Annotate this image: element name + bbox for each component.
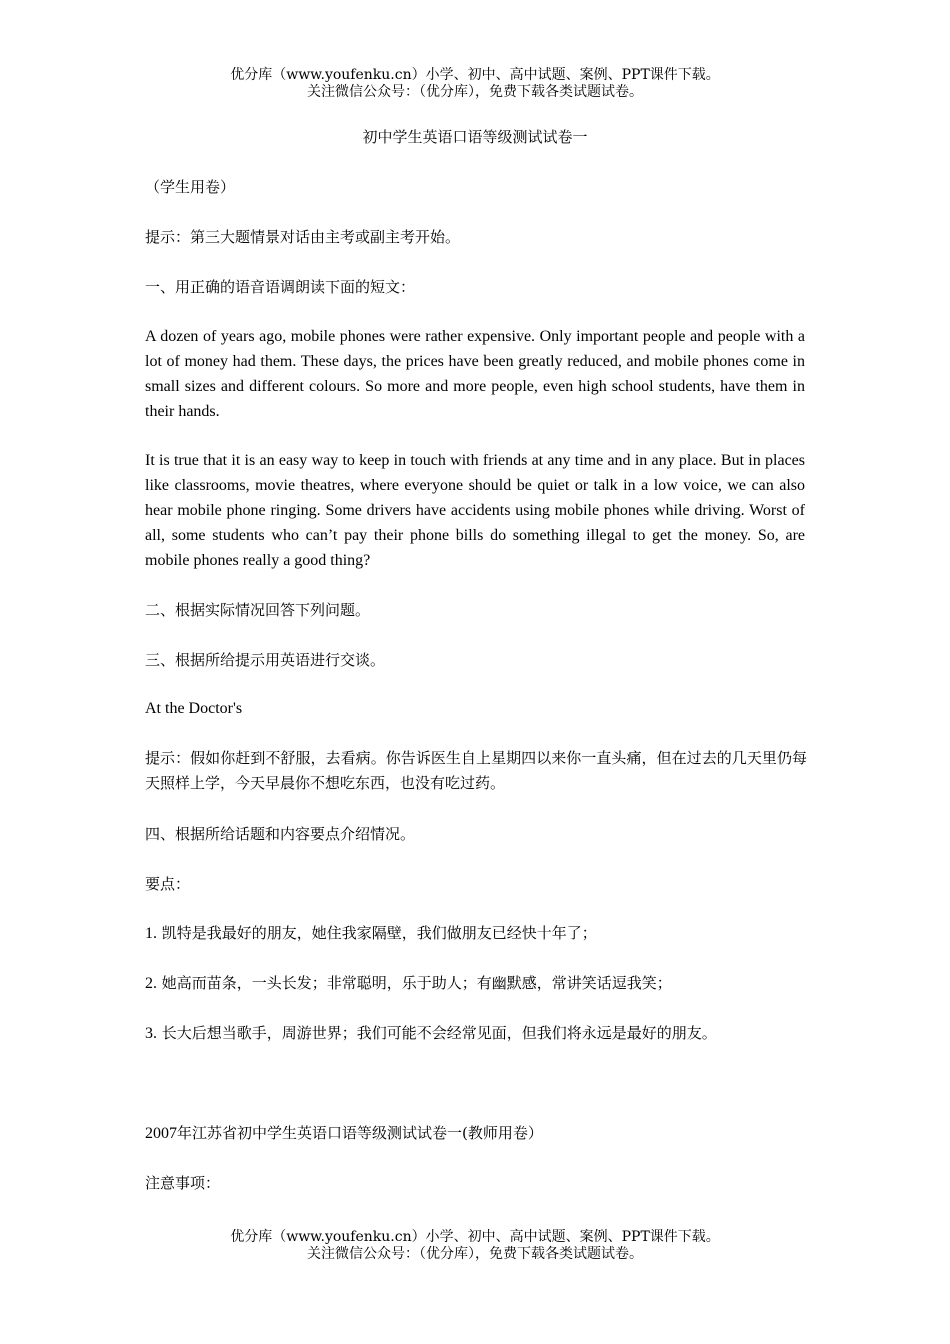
dialogue-prompt: 提示：假如你赶到不舒服，去看病。你告诉医生自上星期四以来你一直头痛，但在过去的几天里仍每天照样上学，今天早晨你不想吃东西，也没有吃过药。 (145, 749, 807, 792)
dialogue-topic: At the Doctor's (145, 700, 243, 717)
key-point-item (145, 1023, 717, 1044)
key-point-number: 3. (145, 1025, 157, 1042)
section-4-heading: 四、根据所给话题和内容要点介绍情况。 (145, 825, 416, 843)
footer-line-2: 关注微信公众号：（优分库），免费下载各类试题试卷。 (307, 1246, 643, 1262)
section-2-heading: 二、根据实际情况回答下列问题。 (145, 601, 371, 619)
exam-hint: 提示：第三大题情景对话由主考或副主考开始。 (145, 228, 461, 246)
key-point-text: 凯特是我最好的朋友，她住我家隔壁，我们做朋友已经快十年了； (161, 924, 597, 942)
notes-label: 注意事项： (145, 1174, 221, 1192)
header-line-1: 优分库（www.youfenku.cn）小学、初中、高中试题、案例、PPT课件下载。 (230, 67, 720, 83)
reading-paragraph-1: A dozen of years ago, mobile phones were rather expensive. Only important people and people with a lot of money had them. These days, the prices have been greatly reduced, and mobile phones come in small sizes and different colours. So more and more people, even high school students, have them in their hands. (145, 328, 805, 420)
page-footer (0, 1229, 950, 1263)
student-copy-label: （学生用卷） (145, 178, 236, 196)
key-point-item (145, 973, 672, 994)
teacher-copy-title (145, 1123, 543, 1144)
section-3-heading: 三、根据所给提示用英语进行交谈。 (145, 651, 386, 669)
teacher-copy-year: 2007 (145, 1125, 177, 1142)
key-points-label: 要点： (145, 875, 191, 893)
document-title: 初中学生英语口语等级测试试卷一 (362, 128, 588, 146)
header-line-2: 关注微信公众号：（优分库），免费下载各类试题试卷。 (307, 84, 643, 100)
key-point-item (145, 923, 597, 944)
key-point-number: 2. (145, 975, 157, 992)
teacher-copy-title-text: 年江苏省初中学生英语口语等级测试试卷一(教师用卷） (177, 1124, 543, 1142)
footer-line-1: 优分库（www.youfenku.cn）小学、初中、高中试题、案例、PPT课件下载。 (230, 1229, 720, 1245)
reading-paragraph-2: It is true that it is an easy way to keep in touch with friends at any time and in any place. But in places like classrooms, movie theatres, where everyone should be quiet or talk in a low voice, we can also hear mobile phone ringing. Some drivers have accidents using mobile phones while driving. Worst of all, some students who can’t pay their phone bills do something illegal to get the money. So, are mobile phones really a good thing? (145, 452, 805, 569)
page-header (0, 67, 950, 101)
key-point-text: 长大后想当歌手，周游世界；我们可能不会经常见面，但我们将永远是最好的朋友。 (161, 1024, 717, 1042)
section-1-heading: 一、用正确的语音语调朗读下面的短文： (145, 278, 416, 296)
key-point-number: 1. (145, 925, 157, 942)
key-point-text: 她高而苗条，一头长发；非常聪明，乐于助人；有幽默感，常讲笑话逗我笑； (161, 974, 672, 992)
